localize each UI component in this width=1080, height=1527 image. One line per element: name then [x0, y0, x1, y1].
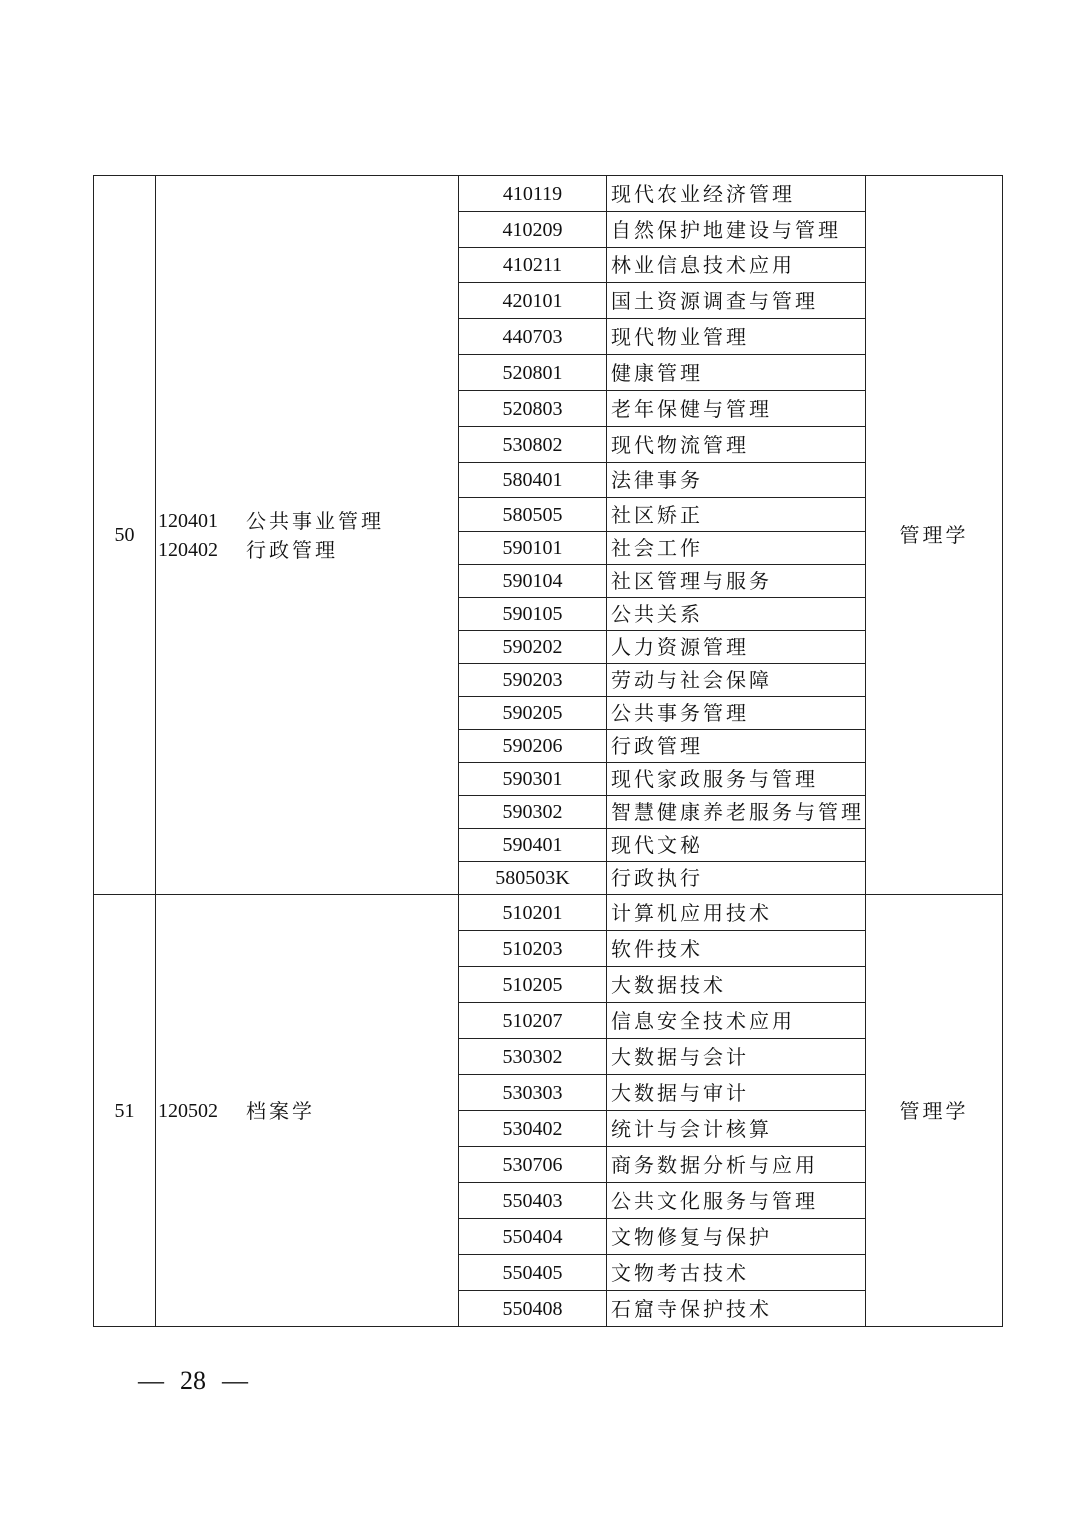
program-name-cell: 公共事务管理 — [607, 697, 866, 730]
major-entry — [158, 506, 458, 535]
program-code-cell: 410209 — [459, 212, 607, 248]
table-row — [94, 895, 1003, 931]
program-name-cell: 自然保护地建设与管理 — [607, 212, 866, 248]
discipline-category-cell: 管理学 — [866, 176, 1003, 895]
program-code-cell: 550404 — [459, 1219, 607, 1255]
program-mapping-table — [93, 175, 1003, 1327]
program-code-cell: 580503K — [459, 862, 607, 895]
program-code-cell: 510203 — [459, 931, 607, 967]
program-name-cell: 大数据与会计 — [607, 1039, 866, 1075]
program-code-cell: 530802 — [459, 427, 607, 463]
program-name-cell: 现代物业管理 — [607, 319, 866, 355]
footer-dash-right: — — [222, 1366, 248, 1395]
undergrad-major-cell — [156, 176, 459, 895]
program-name-cell: 人力资源管理 — [607, 631, 866, 664]
program-code-cell: 550403 — [459, 1183, 607, 1219]
program-name-cell: 劳动与社会保障 — [607, 664, 866, 697]
program-code-cell: 590205 — [459, 697, 607, 730]
program-code-cell: 510201 — [459, 895, 607, 931]
program-code-cell: 510207 — [459, 1003, 607, 1039]
program-name-cell: 社区矫正 — [607, 498, 866, 532]
program-name-cell: 大数据技术 — [607, 967, 866, 1003]
major-code: 120502 — [158, 1099, 218, 1122]
program-code-cell: 410211 — [459, 248, 607, 283]
program-name-cell: 社会工作 — [607, 532, 866, 565]
program-name-cell: 现代物流管理 — [607, 427, 866, 463]
program-name-cell: 文物考古技术 — [607, 1255, 866, 1291]
major-entry — [158, 1096, 458, 1125]
program-code-cell: 590302 — [459, 796, 607, 829]
major-code: 120402 — [158, 538, 218, 561]
program-name-cell: 文物修复与保护 — [607, 1219, 866, 1255]
group-index-cell: 51 — [94, 895, 156, 1327]
program-name-cell: 计算机应用技术 — [607, 895, 866, 931]
program-name-cell: 公共关系 — [607, 598, 866, 631]
program-name-cell: 智慧健康养老服务与管理 — [607, 796, 866, 829]
major-name: 公共事业管理 — [246, 508, 384, 533]
program-code-cell: 420101 — [459, 283, 607, 319]
major-code: 120401 — [158, 509, 218, 532]
program-code-cell: 550405 — [459, 1255, 607, 1291]
program-name-cell: 软件技术 — [607, 931, 866, 967]
program-name-cell: 石窟寺保护技术 — [607, 1291, 866, 1327]
program-code-cell: 590104 — [459, 565, 607, 598]
program-code-cell: 590301 — [459, 763, 607, 796]
program-name-cell: 现代家政服务与管理 — [607, 763, 866, 796]
undergrad-major-cell — [156, 895, 459, 1327]
program-code-cell: 590202 — [459, 631, 607, 664]
table-row — [94, 176, 1003, 212]
program-code-cell: 590203 — [459, 664, 607, 697]
program-code-cell: 530303 — [459, 1075, 607, 1111]
program-code-cell: 440703 — [459, 319, 607, 355]
page-number: 28 — [180, 1366, 206, 1395]
program-code-cell: 590401 — [459, 829, 607, 862]
program-name-cell: 统计与会计核算 — [607, 1111, 866, 1147]
program-name-cell: 健康管理 — [607, 355, 866, 391]
program-code-cell: 590105 — [459, 598, 607, 631]
program-code-cell: 530302 — [459, 1039, 607, 1075]
program-name-cell: 商务数据分析与应用 — [607, 1147, 866, 1183]
program-code-cell: 580505 — [459, 498, 607, 532]
major-entry — [158, 535, 458, 564]
program-name-cell: 公共文化服务与管理 — [607, 1183, 866, 1219]
program-code-cell: 590206 — [459, 730, 607, 763]
program-name-cell: 国土资源调查与管理 — [607, 283, 866, 319]
program-name-cell: 行政执行 — [607, 862, 866, 895]
program-name-cell: 现代文秘 — [607, 829, 866, 862]
program-name-cell: 社区管理与服务 — [607, 565, 866, 598]
major-name: 行政管理 — [246, 537, 338, 562]
program-name-cell: 信息安全技术应用 — [607, 1003, 866, 1039]
program-code-cell: 510205 — [459, 967, 607, 1003]
program-code-cell: 520801 — [459, 355, 607, 391]
program-name-cell: 老年保健与管理 — [607, 391, 866, 427]
program-name-cell: 行政管理 — [607, 730, 866, 763]
page-footer — [138, 1366, 248, 1396]
group-index-cell: 50 — [94, 176, 156, 895]
program-name-cell: 大数据与审计 — [607, 1075, 866, 1111]
program-code-cell: 550408 — [459, 1291, 607, 1327]
major-name: 档案学 — [246, 1098, 315, 1123]
program-code-cell: 520803 — [459, 391, 607, 427]
program-code-cell: 410119 — [459, 176, 607, 212]
program-code-cell: 530706 — [459, 1147, 607, 1183]
program-name-cell: 现代农业经济管理 — [607, 176, 866, 212]
program-code-cell: 590101 — [459, 532, 607, 565]
discipline-category-cell: 管理学 — [866, 895, 1003, 1327]
program-name-cell: 法律事务 — [607, 463, 866, 498]
program-code-cell: 580401 — [459, 463, 607, 498]
program-name-cell: 林业信息技术应用 — [607, 248, 866, 283]
program-code-cell: 530402 — [459, 1111, 607, 1147]
footer-dash-left: — — [138, 1366, 164, 1395]
